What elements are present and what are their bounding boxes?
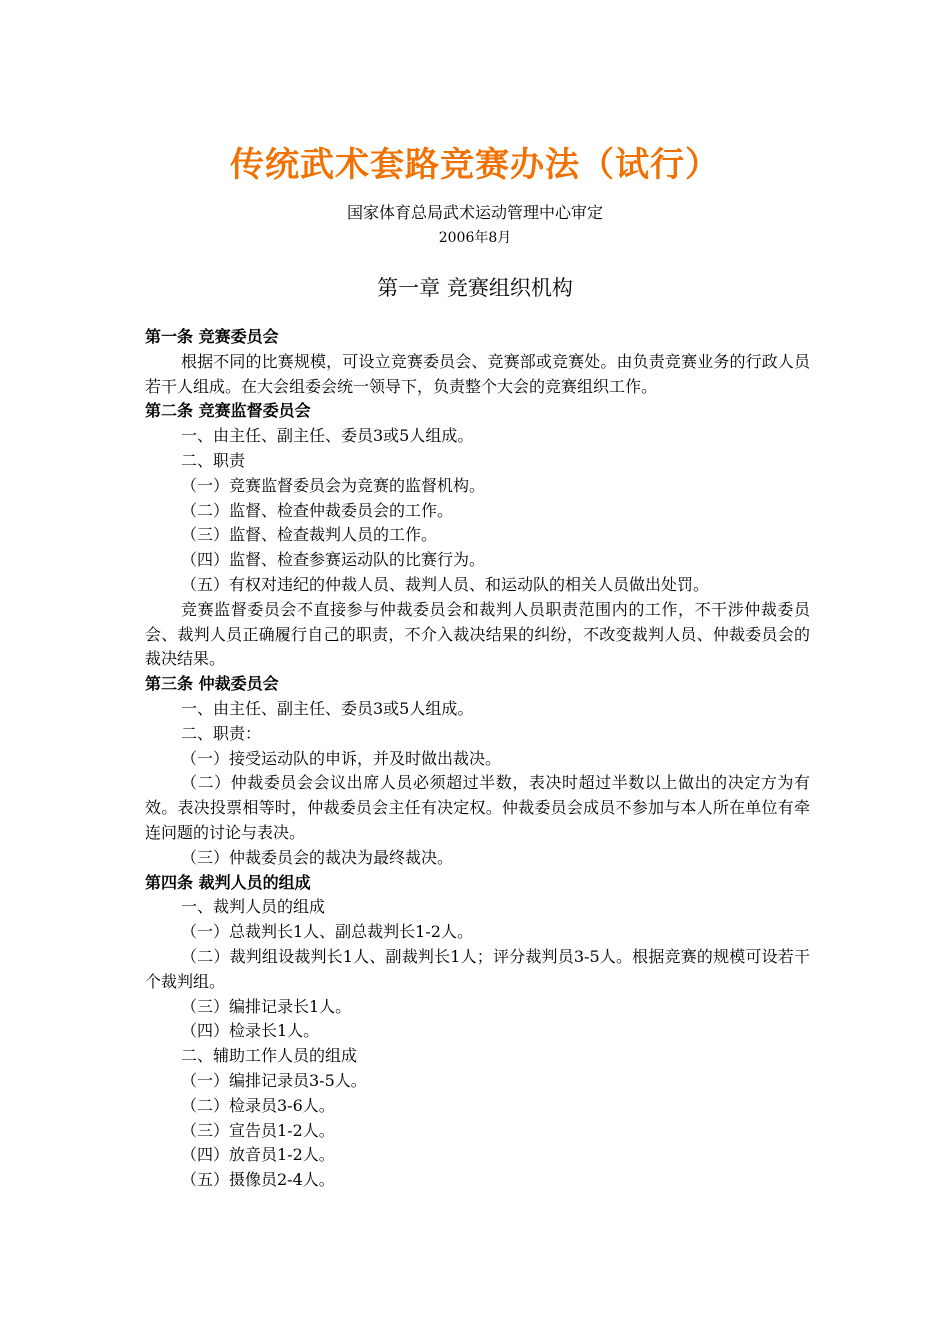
list-item: （一）总裁判长1人、副总裁判长1-2人。 [181,922,473,942]
list-item: （一）接受运动队的申诉，并及时做出裁决。 [181,748,502,768]
list-item: 二、职责： [181,723,262,743]
list-item: （二）仲裁委员会会议出席人员必须超过半数，表决时超过半数以上做出的决定方为有效。表决投票相等时，仲裁委员会主任有决定权。仲裁委员会成员不参加与本人所在单位有牵连问题的讨论与表决。 [145,773,810,842]
document-date: 2006年8月 [438,230,512,246]
list-item: 二、辅助工作人员的组成 [181,1046,358,1066]
article-heading: 第三条 仲裁委员会 [145,674,279,694]
list-item: 二、职责 [181,450,246,470]
list-item: 一、由主任、副主任、委员3或5人组成。 [181,698,474,718]
list-item: （一）竞赛监督委员会为竞赛的监督机构。 [181,475,486,495]
list-item: （四）检录长1人。 [181,1021,320,1041]
chapter-heading: 第一章 竞赛组织机构 [377,276,573,300]
list-item: 一、由主任、副主任、委员3或5人组成。 [181,426,474,446]
list-item: （三）编排记录长1人。 [181,996,352,1016]
list-item: （五）摄像员2-4人。 [181,1170,335,1190]
list-item: （二）裁判组设裁判长1人、副裁判长1人；评分裁判员3-5人。根据竞赛的规模可设若干个裁判组。 [145,946,810,991]
article-heading: 第一条 竞赛委员会 [145,327,279,346]
approval-line: 国家体育总局武术运动管理中心审定 [346,203,603,222]
list-item: （三）宣告员1-2人。 [181,1120,335,1140]
list-item: （四）监督、检查参赛运动队的比赛行为。 [181,550,486,570]
article-heading: 第四条 裁判人员的组成 [145,872,311,892]
list-item: （三）仲裁委员会的裁决为最终裁决。 [181,847,454,867]
list-item: （二）监督、检查仲裁委员会的工作。 [181,500,454,520]
list-item: （四）放音员1-2人。 [181,1145,335,1165]
paragraph: 根据不同的比赛规模，可设立竞赛委员会、竞赛部或竞赛处。由负责竞赛业务的行政人员若干人组成。在大会组委会统一领导下，负责整个大会的竞赛组织工作。 [145,351,810,396]
list-item: （二）检录员3-6人。 [181,1095,335,1115]
list-item: （一）编排记录员3-5人。 [181,1070,367,1090]
paragraph: 竞赛监督委员会不直接参与仲裁委员会和裁判人员职责范围内的工作，不干涉仲裁委员会、裁判人员正确履行自己的职责，不介入裁决结果的纠纷，不改变裁判人员、仲裁委员会的裁决结果。 [145,599,810,669]
list-item: （三）监督、检查裁判人员的工作。 [181,525,438,545]
list-item: （五）有权对违纪的仲裁人员、裁判人员、和运动队的相关人员做出处罚。 [181,574,710,594]
list-item: 一、裁判人员的组成 [181,897,326,917]
document-body [145,325,810,1193]
document-title: 传统武术套路竞赛办法（试行） [230,145,720,185]
article-heading: 第二条 竞赛监督委员会 [145,401,311,421]
